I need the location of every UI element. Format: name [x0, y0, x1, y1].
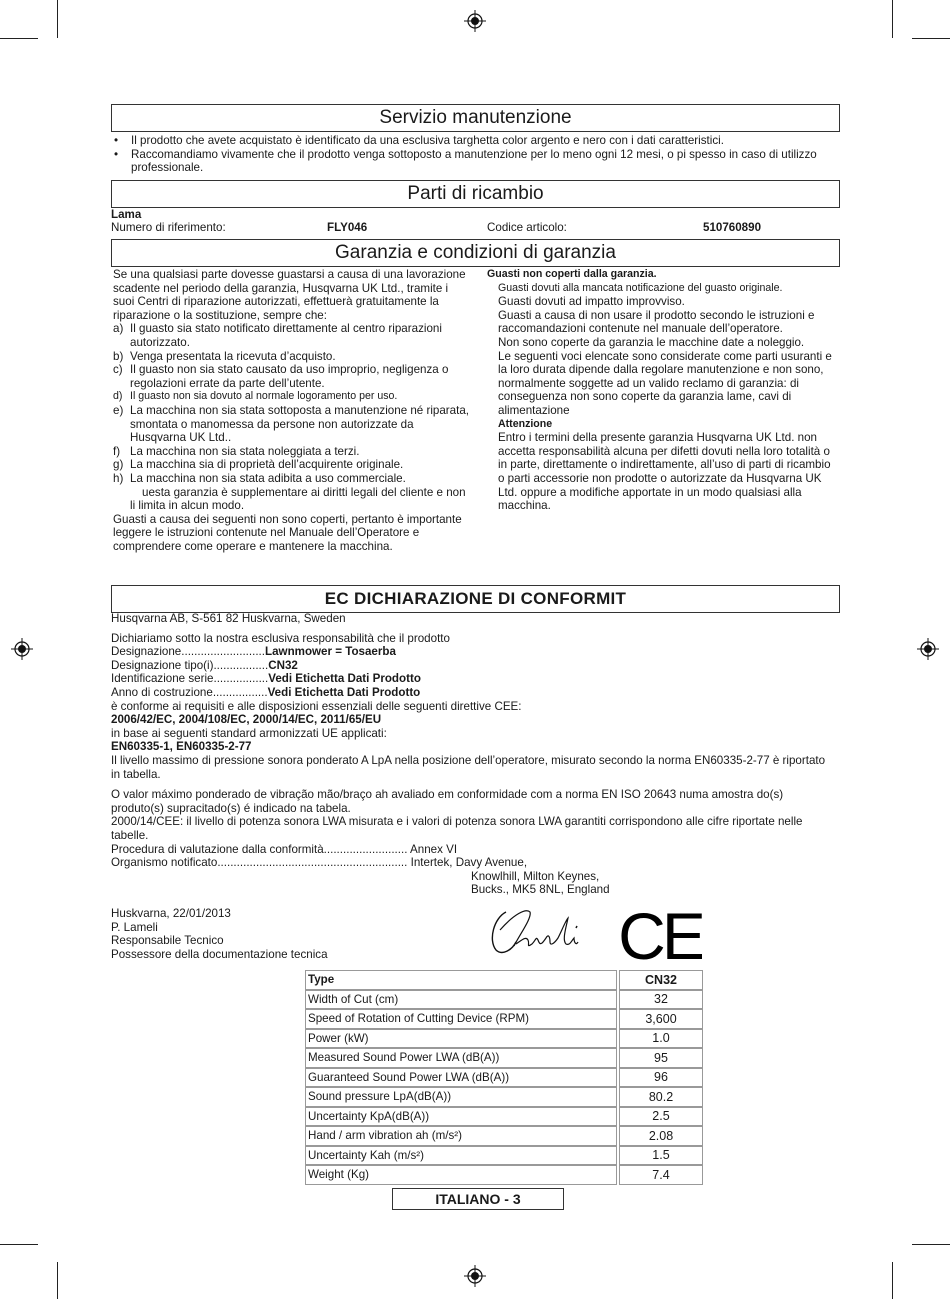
part-code-value: 510760890: [703, 221, 762, 234]
signatory-name: P. Lameli: [111, 920, 158, 934]
registration-mark-icon: [11, 638, 33, 660]
page-footer-label: ITALIANO - 3: [392, 1188, 564, 1210]
declaration-body: [111, 612, 836, 897]
table-cell: 2.08: [619, 1126, 703, 1146]
designation-label: Designazione..........................: [111, 645, 266, 659]
list-item: [113, 322, 471, 349]
table-cell: 1.5: [619, 1146, 703, 1166]
list-item: • Il prodotto che avete acquistato è identificato da una esclusiva targhetta color argento e nero con i dati caratteristici.: [111, 134, 836, 148]
list-item-label: f): [113, 444, 121, 458]
manufacturer-address: Husqvarna AB, S-561 82 Huskvarna, Sweden: [111, 612, 346, 625]
documentation-holder: Possessore della documentazione tecnica: [111, 947, 328, 961]
list-item-text: Il guasto sia stato notificato direttamente al centro riparazioni autorizzato.: [130, 322, 442, 349]
list-item: [113, 458, 471, 472]
list-item: [113, 472, 471, 486]
spec-table: [303, 970, 705, 1185]
table-row: [305, 1165, 703, 1185]
section-title-service: Servizio manutenzione: [111, 104, 840, 132]
list-item-label: h): [113, 471, 124, 485]
type-label: Designazione tipo(i).................: [111, 658, 269, 672]
table-cell: Speed of Rotation of Cutting Device (RPM): [305, 1009, 617, 1029]
warranty-note: uesta garanzia è supplementare ai diritti legali del cliente e non li limita in alcun modo.: [130, 485, 466, 513]
type-value: CN32: [268, 658, 298, 672]
warranty-outro: Guasti a causa dei seguenti non sono coperti, pertanto è importante leggere le istruzioni contenute nel Manuale dell’Operatore e comprendere come operare e mantenere la macchina.: [113, 512, 462, 553]
attention-text: Entro i termini della presente garanzia Husqvarna UK Ltd. non accetta responsabilità alcuna per difetti dovuti nella loro totalità o in parte, direttamente o indirettamente, all’uso di parti di ricambio o parti accessorie non prodotte o autorizzate da Husqvarna UK Ltd. oppure a modifiche apportate in un modo qualsiasi alla macchina.: [498, 431, 831, 513]
conformity-text: è conforme ai requisiti e alle disposizioni essenziali delle seguenti direttive CEE:: [111, 699, 522, 713]
list-item: [113, 404, 471, 445]
crop-mark: [57, 0, 58, 38]
warranty-exclusion: Le seguenti voci elencate sono considerate come parti usuranti e la loro durata dipende dalla regolare manutenzione e non sono, normalmente soggette ad un valido reclamo di garanzia: di conseguenza non sono coperte da garanzia lame, cavi di alimentazione: [498, 349, 832, 417]
table-cell: Guaranteed Sound Power LWA (dB(A)): [305, 1068, 617, 1088]
table-cell: Width of Cut (cm): [305, 990, 617, 1010]
registration-mark-icon: [917, 638, 939, 660]
warranty-exclusion: Guasti dovuti ad impatto improvviso.: [498, 295, 685, 309]
series-value: Vedi Etichetta Dati Prodotto: [268, 672, 421, 686]
table-cell: 3,600: [619, 1009, 703, 1029]
table-header-cell: Type: [305, 970, 617, 990]
table-cell: Sound pressure LpA(dB(A)): [305, 1087, 617, 1107]
list-item-label: e): [113, 403, 124, 417]
notified-body-label: Organismo notificato...........................................................: [111, 856, 408, 870]
table-row: [305, 990, 703, 1010]
ce-mark-text: CE: [618, 905, 702, 965]
list-item-text: La macchina non sia stata sottoposta a manutenzione né riparata, smontata o manomessa da persone non autorizzate da Husqvarna UK Ltd..: [130, 403, 470, 445]
sound-power-text: 2000/14/CEE: il livello di potenza sonora LWA misurata e i valori di potenza sonora LWA garantiti corrispondono alle cifre riportate nelle tabelle.: [111, 815, 803, 842]
table-cell: 1.0: [619, 1029, 703, 1049]
table-cell: Measured Sound Power LWA (dB(A)): [305, 1048, 617, 1068]
warranty-exclusion: Guasti a causa di non usare il prodotto secondo le istruzioni e raccomandazioni contenute nel manuale dell’operatore.: [498, 308, 815, 336]
standards-list: EN60335-1, EN60335-2-77: [111, 740, 252, 754]
table-cell: Power (kW): [305, 1029, 617, 1049]
notified-body-line: Intertek, Davy Avenue,: [410, 856, 528, 870]
list-item: [113, 390, 471, 404]
list-item-text: Il guasto non sia dovuto al normale logoramento per uso.: [130, 390, 398, 403]
ce-mark-icon: [618, 905, 702, 965]
table-row: [305, 1048, 703, 1068]
list-item-label: a): [113, 322, 124, 336]
table-row: [305, 1126, 703, 1146]
table-cell: Weight (Kg): [305, 1165, 617, 1185]
table-cell: Uncertainty KpA(dB(A)): [305, 1107, 617, 1127]
warranty-left-column: [113, 268, 471, 553]
table-row: [305, 1009, 703, 1029]
directives-list: 2006/42/EC, 2004/108/EC, 2000/14/EC, 2011/65/EU: [111, 713, 382, 727]
table-row: [305, 1146, 703, 1166]
table-cell: 95: [619, 1048, 703, 1068]
crop-mark: [912, 1244, 950, 1245]
crop-mark: [0, 38, 38, 39]
list-item-text: La macchina non sia stata noleggiata a terzi.: [130, 444, 360, 458]
part-name: Lama: [111, 208, 142, 221]
list-item-text: La macchina sia di proprietà dell’acquirente originale.: [130, 458, 404, 472]
signatory-role: Responsabile Tecnico: [111, 934, 224, 948]
warranty-exclusion: Non sono coperte da garanzia le macchine date a noleggio.: [498, 335, 805, 349]
table-cell: 96: [619, 1068, 703, 1088]
declaration-statement: Dichiariamo sotto la nostra esclusiva responsabilità che il prodotto: [111, 631, 450, 645]
signatory-block: [111, 907, 411, 961]
list-item: • Raccomandiamo vivamente che il prodotto venga sottoposto a manutenzione per lo meno ogni 12 mesi, o pi spesso in caso di utilizzo professionale.: [111, 148, 836, 175]
warranty-exclusion: Guasti dovuti alla mancata notificazione del guasto originale.: [498, 281, 783, 294]
crop-mark: [892, 1262, 893, 1299]
vibration-text: O valor máximo ponderado de vibração mão/braço ah avaliado em conformidade com a norma EN ISO 20643 numa amostra do(s) produto(s) supracitado(s) é indicado na tabela.: [111, 788, 784, 815]
table-cell: Uncertainty Kah (m/s²): [305, 1146, 617, 1166]
table-header-cell: CN32: [619, 970, 703, 990]
notified-body-line: Knowlhill, Milton Keynes,: [471, 869, 600, 883]
section-title-parts: Parti di ricambio: [111, 180, 840, 208]
procedure-label: Procedura di valutazione dalla conformità..........................: [111, 842, 408, 856]
standards-text: in base ai seguenti standard armonizzati UE applicati:: [111, 726, 387, 740]
list-item-text: Venga presentata la ricevuta d’acquisto.: [130, 349, 336, 363]
place-date: Huskvarna, 22/01/2013: [111, 907, 231, 920]
crop-mark: [892, 0, 893, 38]
notified-body-line: Bucks., MK5 8NL, England: [471, 883, 610, 897]
year-value: Vedi Etichetta Dati Prodotto: [267, 685, 421, 699]
table-cell: 7.4: [619, 1165, 703, 1185]
year-label: Anno di costruzione.................: [111, 685, 268, 699]
table-cell: Hand / arm vibration ah (m/s²): [305, 1126, 617, 1146]
table-cell: 2.5: [619, 1107, 703, 1127]
attention-heading: Attenzione: [498, 417, 553, 430]
registration-mark-icon: [464, 10, 486, 32]
list-item-text: Il guasto non sia stato causato da uso improprio, negligenza o regolazioni errate da parte dell’utente.: [130, 363, 449, 390]
list-item: [113, 445, 471, 459]
list-item-label: d): [113, 390, 123, 403]
table-cell: 80.2: [619, 1087, 703, 1107]
table-header-row: [305, 970, 703, 990]
section-title-warranty: Garanzia e condizioni di garanzia: [111, 239, 840, 267]
procedure-value: Annex VI: [410, 842, 458, 856]
warranty-right-column: [487, 268, 837, 513]
table-row: [305, 1087, 703, 1107]
list-item: [113, 350, 471, 364]
part-code-label: Codice articolo:: [487, 221, 567, 234]
warranty-intro: Se una qualsiasi parte dovesse guastarsi a causa di una lavorazione scadente nel periodo della garanzia, Husqvarna UK Ltd., tramite i suoi Centri di riparazione autorizzati, effettuerà gratuitamente la riparazione o la sostituzione, sempre che:: [113, 268, 466, 322]
list-item-label: g): [113, 458, 124, 472]
table-row: [305, 1107, 703, 1127]
table-row: [305, 1068, 703, 1088]
service-bullet-list: [111, 134, 836, 175]
designation-value: Lawnmower = Tosaerba: [265, 645, 396, 659]
signature-image: [486, 900, 586, 962]
section-title-declaration: EC DICHIARAZIONE DI CONFORMIT: [111, 585, 840, 613]
list-item-label: c): [113, 363, 123, 377]
table-cell: 32: [619, 990, 703, 1010]
crop-mark: [912, 38, 950, 39]
part-ref-label: Numero di riferimento:: [111, 221, 226, 234]
registration-mark-icon: [464, 1265, 486, 1287]
list-item-label: b): [113, 349, 124, 363]
list-item-text: La macchina non sia stata adibita a uso commerciale.: [130, 471, 406, 485]
list-item: [113, 363, 471, 390]
crop-mark: [57, 1262, 58, 1299]
warranty-exclusions-heading: Guasti non coperti dalla garanzia.: [487, 268, 657, 280]
crop-mark: [0, 1244, 38, 1245]
sound-pressure-text: Il livello massimo di pressione sonora ponderato A LpA nella posizione dell’operatore, misurato secondo la norma EN60335-2-77 è riportato in tabella.: [111, 753, 826, 781]
part-ref-value: FLY046: [327, 221, 368, 234]
series-label: Identificazione serie.................: [111, 672, 269, 686]
table-row: [305, 1029, 703, 1049]
